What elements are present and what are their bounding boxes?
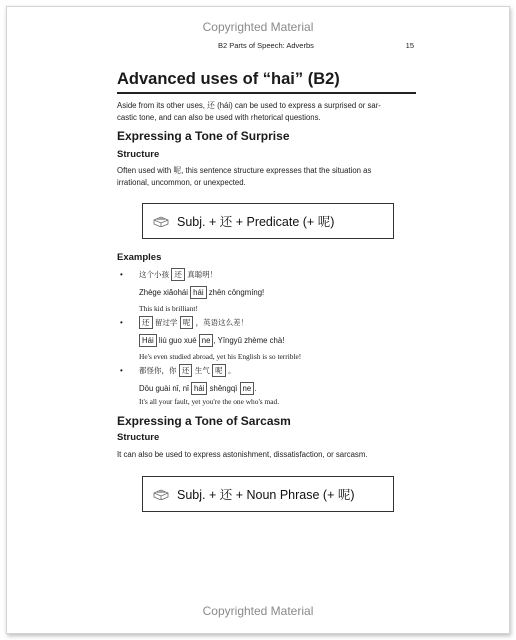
py-text: Zhège xiǎohái [139, 288, 191, 297]
intro-line: castic tone, and can also be used with rhetorical questions. [117, 113, 321, 122]
example-pinyin [139, 382, 256, 396]
py-text: , Yīngyǔ zhème chà! [213, 336, 285, 345]
lego-brick-icon [153, 488, 169, 500]
structure-box-sarcasm [142, 476, 394, 512]
py-keyword-box: Hái [139, 334, 157, 347]
example-translation: This kid is brilliant! [139, 304, 198, 313]
py-particle-box: ne [240, 382, 255, 395]
structure-subheading: Structure [117, 432, 160, 443]
py-text: Dōu guài nǐ, nǐ [139, 384, 192, 393]
py-text: shēngqì [207, 384, 240, 393]
zh-keyword-box: 还 [139, 316, 153, 329]
example-chinese [139, 364, 236, 378]
example-translation: He's even studied abroad, yet his English is so terrible! [139, 352, 302, 361]
py-keyword-box: hái [191, 382, 207, 395]
py-text: liú guo xué [156, 336, 199, 345]
py-text: . [254, 384, 257, 393]
bullet: • [120, 270, 123, 279]
intro-paragraph [117, 100, 417, 124]
watermark-top: Copyrighted Material [202, 20, 314, 34]
watermark-bottom: Copyrighted Material [202, 604, 314, 618]
example-pinyin [139, 334, 284, 348]
zh-particle-box: 呢 [180, 316, 194, 329]
zh-keyword-box: 还 [171, 268, 185, 281]
example-pinyin [139, 286, 264, 300]
section-heading-surprise: Expressing a Tone of Surprise [117, 129, 290, 143]
bullet: • [120, 318, 123, 327]
page-number: 15 [405, 41, 414, 50]
description-line: Often used with 呢, this sentence structure expresses that the situation as [117, 166, 372, 175]
structure-box-surprise [142, 203, 394, 239]
py-text: zhēn cōngmíng! [206, 288, 265, 297]
intro-line: Aside from its other uses, 还 (hái) can be used to express a surprised or sar- [117, 101, 381, 110]
zh-keyword-box: 还 [179, 364, 193, 377]
zh-text: 生气 [192, 366, 213, 375]
structure-formula: Subj. + 还 + Predicate (+ 呢) [177, 215, 335, 229]
zh-text: 这个小孩 [139, 270, 172, 279]
zh-particle-box: 呢 [212, 364, 226, 377]
description-line: irrational, uncommon, or unexpected. [117, 178, 246, 187]
py-particle-box: ne [199, 334, 214, 347]
example-chinese [139, 268, 217, 282]
zh-text: 留过学 [152, 318, 180, 327]
page-title: Advanced uses of “hai” (B2) [117, 70, 340, 88]
title-rule [117, 92, 416, 94]
zh-text: ，英语这么差！ [193, 318, 249, 327]
py-keyword-box: hái [190, 286, 206, 299]
zh-text: 都怪你，你 [139, 366, 179, 375]
lego-brick-icon [153, 215, 169, 227]
running-head: B2 Parts of Speech: Adverbs [218, 41, 314, 50]
examples-heading: Examples [117, 252, 162, 263]
structure-subheading: Structure [117, 149, 160, 160]
zh-text: 真聪明！ [184, 270, 218, 279]
zh-text: 。 [225, 366, 236, 375]
example-translation: It's all your fault, yet you're the one who's mad. [139, 397, 280, 406]
structure-formula: Subj. + 还 + Noun Phrase (+ 呢) [177, 488, 355, 502]
example-chinese [139, 316, 248, 330]
section-heading-sarcasm: Expressing a Tone of Sarcasm [117, 414, 291, 428]
structure-description [117, 165, 417, 189]
structure-description: It can also be used to express astonishment, dissatisfaction, or sarcasm. [117, 450, 368, 459]
bullet: • [120, 366, 123, 375]
